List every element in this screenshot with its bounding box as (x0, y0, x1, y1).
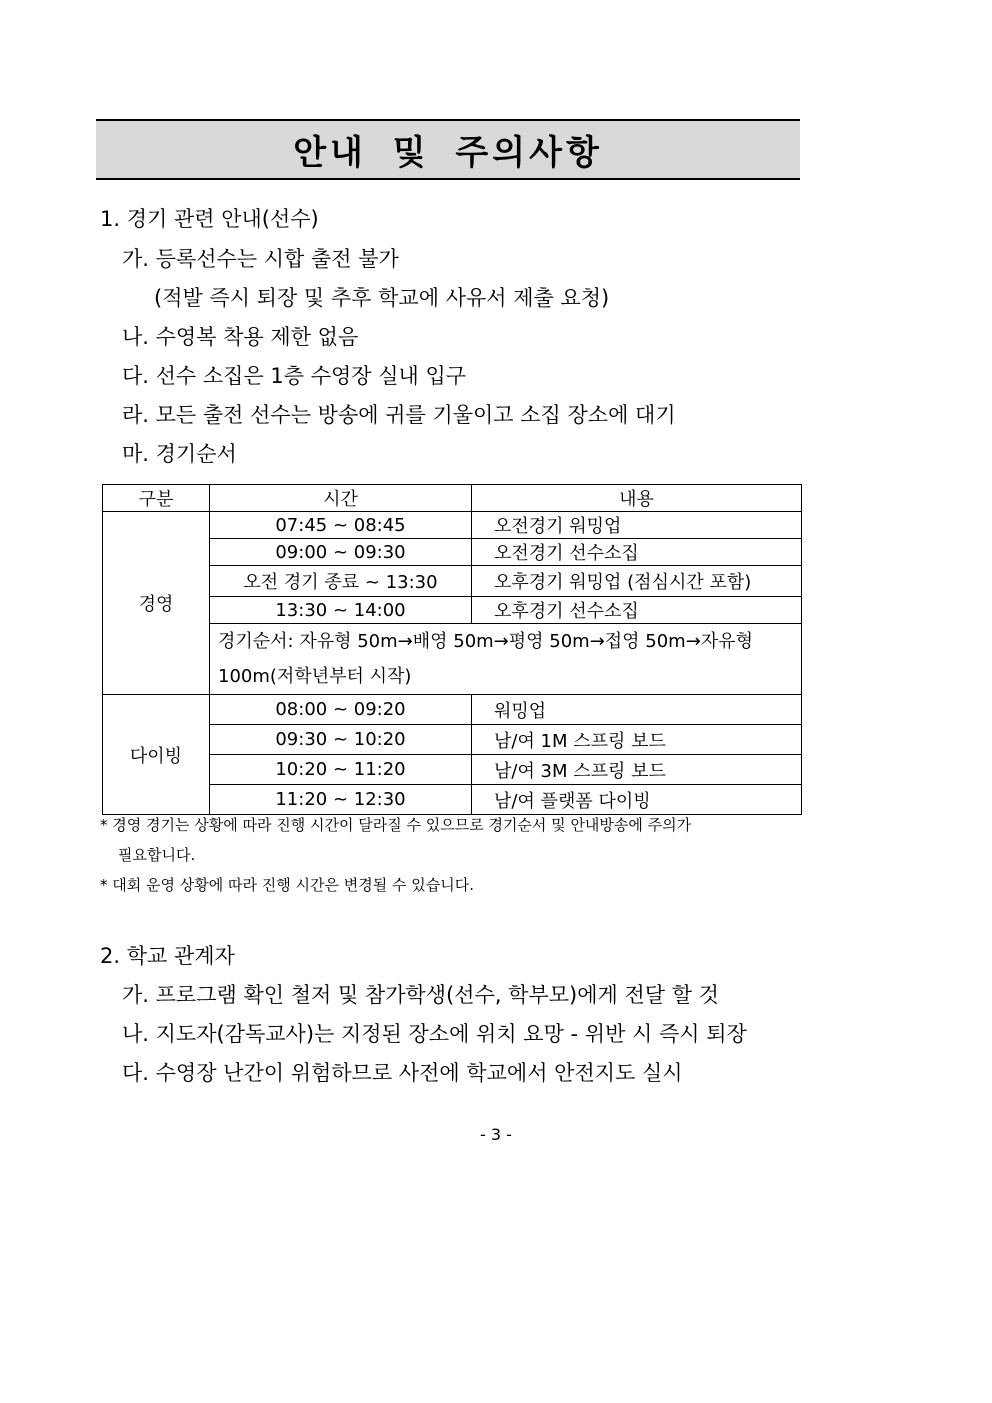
table-row (103, 512, 802, 539)
table-header-row (103, 485, 802, 512)
header-category: 구분 (103, 485, 210, 512)
swimming-time-1: 07:45 ~ 08:45 (210, 512, 472, 539)
document-title-text: 안내 및 주의사항 (293, 133, 603, 173)
diving-content-3: 남/여 3M 스프링 보드 (472, 755, 802, 785)
header-content: 내용 (472, 485, 802, 512)
swimming-time-4: 13:30 ~ 14:00 (210, 597, 472, 624)
diving-content-4: 남/여 플랫폼 다이빙 (472, 785, 802, 815)
table-row (103, 695, 802, 725)
note-2: * 대회 운영 상황에 따라 진행 시간은 변경될 수 있습니다. (100, 876, 474, 894)
note-1: * 경영 경기는 상황에 따라 진행 시간이 달라질 수 있으므로 경기순서 및 안내방송에 주의가 (100, 816, 692, 834)
section1-item-da: 다. 선수 소집은 1층 수영장 실내 입구 (122, 364, 467, 388)
section1-item-ga: 가. 등록선수는 시합 출전 불가 (122, 247, 399, 271)
section1-item-na: 나. 수영복 착용 제한 없음 (122, 325, 359, 349)
swimming-time-2: 09:00 ~ 09:30 (210, 539, 472, 566)
section2-item-ga: 가. 프로그램 확인 철저 및 참가학생(선수, 학부모)에게 전달 할 것 (122, 983, 719, 1007)
schedule-table (102, 484, 802, 815)
diving-time-3: 10:20 ~ 11:20 (210, 755, 472, 785)
section1-heading: 1. 경기 관련 안내(선수) (100, 207, 319, 231)
section1-item-ra: 라. 모든 출전 선수는 방송에 귀를 기울이고 소집 장소에 대기 (122, 403, 676, 427)
diving-content-1: 워밍업 (472, 695, 802, 725)
note-1-cont: 필요합니다. (118, 846, 196, 864)
section1-item-ga-note: (적발 즉시 퇴장 및 추후 학교에 사유서 제출 요청) (154, 286, 610, 310)
header-time: 시간 (210, 485, 472, 512)
swimming-content-4: 오후경기 선수소집 (472, 597, 802, 624)
page-number: - 3 - (480, 1125, 512, 1144)
swimming-event-order: 경기순서: 자유형 50m→배영 50m→평영 50m→접영 50m→자유형 100m(저학년부터 시작) (210, 624, 802, 695)
swimming-time-3: 오전 경기 종료 ~ 13:30 (210, 566, 472, 597)
section2-item-na: 나. 지도자(감독교사)는 지정된 장소에 위치 요망 - 위반 시 즉시 퇴장 (122, 1022, 747, 1046)
swimming-content-3: 오후경기 워밍업 (점심시간 포함) (472, 566, 802, 597)
swimming-content-2: 오전경기 선수소집 (472, 539, 802, 566)
section2-heading: 2. 학교 관계자 (100, 944, 235, 968)
diving-label: 다이빙 (103, 695, 210, 815)
diving-time-4: 11:20 ~ 12:30 (210, 785, 472, 815)
swimming-label: 경영 (103, 512, 210, 695)
swimming-content-1: 오전경기 워밍업 (472, 512, 802, 539)
section2-item-da: 다. 수영장 난간이 위험하므로 사전에 학교에서 안전지도 실시 (122, 1061, 683, 1085)
diving-time-1: 08:00 ~ 09:20 (210, 695, 472, 725)
diving-time-2: 09:30 ~ 10:20 (210, 725, 472, 755)
diving-content-2: 남/여 1M 스프링 보드 (472, 725, 802, 755)
document-title (96, 119, 800, 180)
section1-item-ma: 마. 경기순서 (122, 442, 237, 466)
